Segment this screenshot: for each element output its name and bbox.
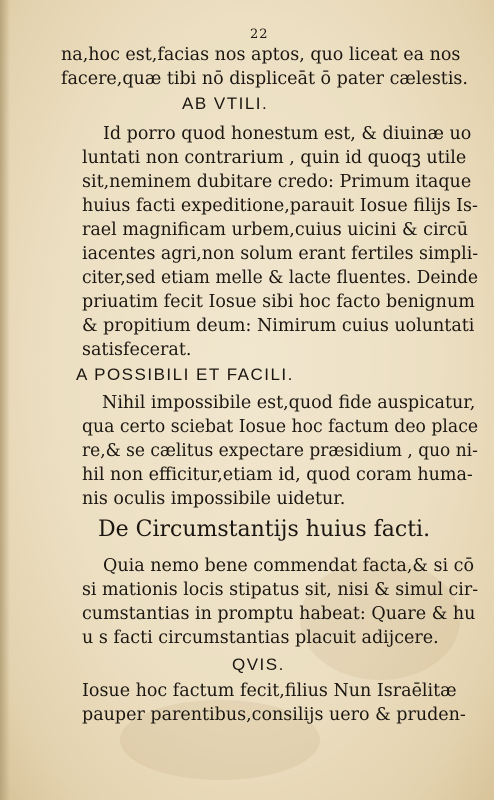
- text-line: nis oculis impossibile uidetur.: [82, 489, 346, 509]
- text-line: rael magnificam urbem,cuius uicini & circū: [82, 220, 468, 240]
- text-line: iacentes agri,non solum erant fertiles simpli-: [82, 244, 479, 264]
- text-line: priuatim fecit Iosue sibi hoc facto benignum: [82, 292, 475, 312]
- text-line: qua certo sciebat Iosue hoc factum deo place: [82, 417, 479, 437]
- text-line: citer,sed etiam melle & lacte fluentes. Deinde: [82, 268, 479, 288]
- text-line: satisfecerat.: [82, 340, 192, 360]
- text-line: Iosue hoc factum fecit,filius Nun Israēlitæ: [82, 681, 457, 701]
- text-line: u s facti circumstantias placuit adijcere.: [82, 628, 439, 648]
- text-line: na,hoc est,facias nos aptos, quo liceat ea nos: [61, 45, 461, 65]
- text-line: cumstantias in promptu habeat: Quare & hu: [82, 604, 476, 624]
- text-line: luntati non contrarium , quin id quoqꝫ utile: [82, 148, 467, 168]
- text-line: huius facti expeditione,parauit Iosue filijs Is-: [82, 196, 478, 216]
- section-heading: AB VTILI.: [182, 94, 269, 113]
- text-line: facere,quæ tibi nō displiceāt ō pater cælestis.: [61, 69, 468, 89]
- page-gutter-shadow: [0, 0, 10, 800]
- text-line: re,& se cælitus expectare præsidium , quo ni-: [82, 441, 478, 461]
- text-line: Id porro quod honestum est, & diuinæ uo: [103, 124, 472, 144]
- section-heading: De Circumstantijs huius facti.: [98, 517, 431, 542]
- section-heading: A POSSIBILI ET FACILI.: [76, 365, 294, 384]
- text-line: Quia nemo bene commendat facta,& si cō: [103, 556, 475, 576]
- text-line: sit,neminem dubitare credo: Primum itaque: [82, 172, 472, 192]
- text-line: pauper parentibus,consilijs uero & pruden-: [82, 705, 466, 725]
- text-line: & propitium deum: Nimirum cuius uoluntati: [82, 316, 475, 336]
- section-heading: QVIS.: [232, 655, 285, 674]
- text-line: hil non efficitur,etiam id, quod coram huma-: [82, 465, 473, 485]
- text-line: si mationis locis stipatus sit, nisi & simul cir-: [82, 580, 479, 600]
- page-number: 22: [250, 27, 269, 42]
- text-line: Nihil impossibile est,quod fide auspicatur,: [102, 393, 476, 413]
